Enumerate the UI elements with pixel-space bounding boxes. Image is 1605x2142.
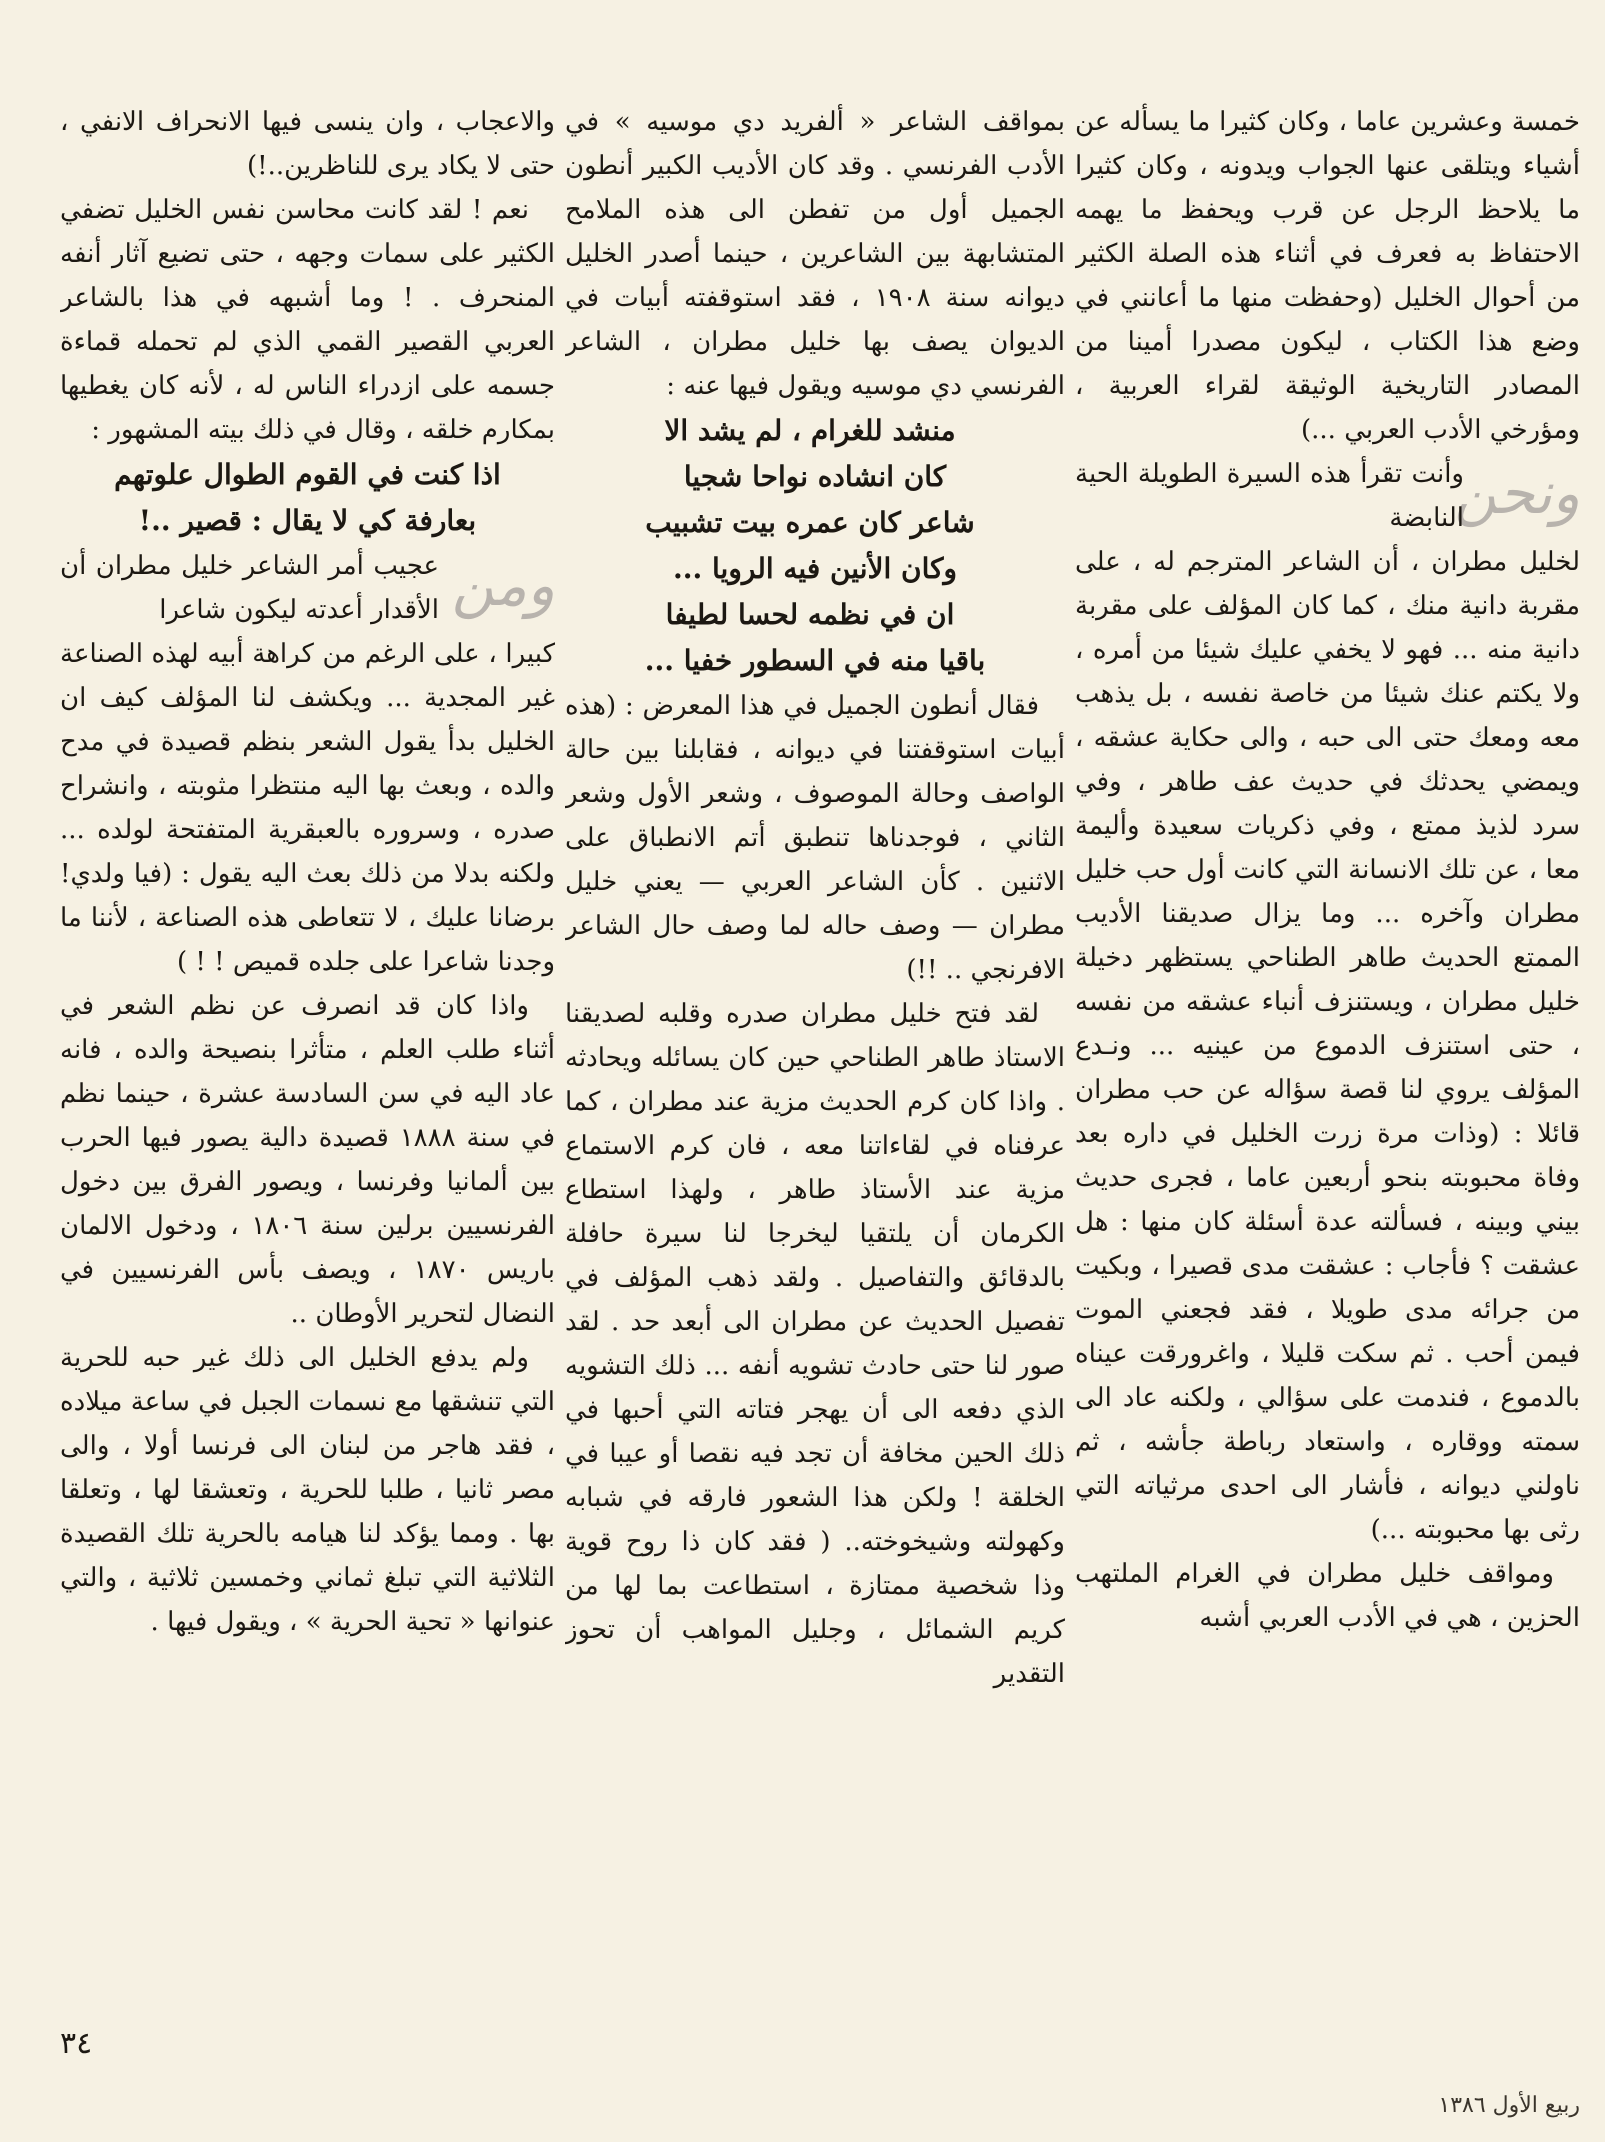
poem-verse: وكان الأنين فيه الرويا ...	[673, 552, 957, 585]
paragraph: نعم ! لقد كانت محاسن نفس الخليل تضفي الكثير على سمات وجهه ، حتى تضيع آثار أنفه المنحرف . ! وما أشبهه في هذا بالشاعر العربي القصير القمي الذي لم تحمله قماءة جسمه على ازدراء الناس له ، لأنه كان يغطيها بمكارم خلقه ، وقال في ذلك بيته المشهور :	[60, 195, 555, 445]
poem-verse: شاعر كان عمره بيت تشبيب	[645, 506, 975, 539]
paragraph-opening: عجيب أمر الشاعر خليل مطران أن الأقدار أعدته ليكون شاعرا	[60, 551, 439, 625]
poem-verse: باقيا منه في السطور خفيا ...	[644, 644, 986, 677]
poem-verse: اذا كنت في القوم الطوال علوتهم	[114, 458, 501, 491]
paragraph: واذا كان قد انصرف عن نظم الشعر في أثناء طلب العلم ، متأثرا بنصيحة والده ، فانه عاد اليه في سن السادسة عشرة ، حينما نظم في سنة ١٨٨٨ قصيدة دالية يصور فيها الحرب بين ألمانيا وفرنسا ، ويصور الفرق بين دخول الفرنسيين برلين سنة ١٨٠٦ ، ودخول الالمان باريس ١٨٧٠ ، ويصف بأس الفرنسيين في النضال لتحرير الأوطان ..	[60, 991, 555, 1329]
section-opening	[60, 544, 555, 632]
poem	[60, 452, 555, 544]
paragraph: ومواقف خليل مطران في الغرام الملتهب الحزين ، هي في الأدب العربي أشبه	[1075, 1559, 1580, 1633]
paragraph: لخليل مطران ، أن الشاعر المترجم له ، على مقربة دانية منك ، كما كان المؤلف على مقربة دانية منه ... فهو لا يخفي عليك شيئا من أمره ، ولا يكتم عنك شيئا من خاصة نفسه ، بل يذهب معه ومعك حتى الى حبه ، والى حكاية عشقه ، ويمضي يحدثك في حديث عف طاهر ، وفي سرد لذيذ ممتع ، وفي ذكريات سعيدة وأليمة معا ، عن تلك الانسانة التي كانت أول حب خليل مطران وآخره ... وما يزال صديقنا الأديب الممتع الحديث طاهر الطناحي يستظهر دخيلة خليل مطران ، ويستنزف أنباء عشقه من نفسه ، حتى استنزف الدموع من عينيه ... ونـدع المؤلف يروي لنا قصة سؤاله عن حب مطران قائلا : (وذات مرة زرت الخليل في داره بعد وفاة محبوبته بنحو أربعين عاما ، فجرى حديث بيني وبينه ، فسألته عدة أسئلة كان منها : هل عشقت ؟ فأجاب : عشقت مدى قصيرا ، وبكيت من جرائه مدى طويلا ، فقد فجعني الموت فيمن أحب . ثم سكت قليلا ، واغرورقت عيناه بالدموع ، فندمت على سؤالي ، ولكنه عاد الى سمته ووقاره ، واستعاد رباطة جأشه ، ثم ناولني ديوانه ، فأشار الى احدى مرثياته التي رثى بها محبوبته ...)	[1075, 547, 1580, 1545]
decorative-initial-word: ومن	[451, 551, 555, 619]
paragraph: لقد فتح خليل مطران صدره وقلبه لصديقنا الاستاذ طاهر الطناحي حين كان يسائله ويحادثه . واذا كان كرم الحديث مزية عند مطران ، كما عرفناه في لقاءاتنا معه ، فان كرم الاستماع مزية عند الأستاذ طاهر ، ولهذا استطاع الكرمان أن يلتقيا ليخرجا لنا سيرة حافلة بالدقائق والتفاصيل . ولقد ذهب المؤلف في تفصيل الحديث عن مطران الى أبعد حد . لقد صور لنا حتى حادث تشويه أنفه ... ذلك التشويه الذي دفعه الى أن يهجر فتاته التي أحبها في ذلك الحين مخافة أن تجد فيه نقصا أو عيبا في الخلقة ! ولكن هذا الشعور فارقه في شبابه وكهولته وشيخوخته.. ( فقد كان ذا روح قوية وذا شخصية ممتازة ، استطاعت بما لها من كريم الشمائل ، وجليل المواهب أن تحوز التقدير	[565, 999, 1065, 1689]
paragraph: بمواقف الشاعر « ألفريد دي موسيه » في الأدب الفرنسي . وقد كان الأديب الكبير أنطون الجميل أول من تفطن الى هذه الملامح المتشابهة بين الشاعرين ، حينما أصدر الخليل ديوانه سنة ١٩٠٨ ، فقد استوقفته أبيات في الديوان يصف بها خليل مطران ، الشاعر الفرنسي دي موسيه ويقول فيها عنه :	[565, 107, 1065, 401]
paragraph: فقال أنطون الجميل في هذا المعرض : (هذه أبيات استوقفتنا في ديوانه ، فقابلنا بين حالة الواصف وحالة الموصوف ، وشعر الأول وشعر الثاني ، فوجدناها تنطبق أتم الانطباق على الاثنين . كأن الشاعر العربي — يعني خليل مطران — وصف حاله لما وصف حال الشاعر الافرنجي .. !!)	[565, 691, 1065, 985]
poem-verse: منشد للغرام ، لم يشد الا	[664, 414, 956, 447]
poem-verse: بعارفة كي لا يقال : قصير ..!	[138, 504, 477, 537]
paragraph-opening: وأنت تقرأ هذه السيرة الطويلة الحية النابضة	[1075, 459, 1464, 533]
paragraph: والاعجاب ، وان ينسى فيها الانحراف الانفي ، حتى لا يكاد يرى للناظرين..!)	[60, 107, 555, 181]
paragraph: خمسة وعشرين عاما ، وكان كثيرا ما يسأله عن أشياء ويتلقى عنها الجواب ويدونه ، وكان كثيرا ما يلاحظ الرجل عن قرب ويحفظ ما يهمه الاحتفاظ به فعرف في أثناء هذه الصلة الكثير من أحوال الخليل (وحفظت منها ما أعانني في وضع هذا الكتاب ، ليكون مصدرا أمينا من المصادر التاريخية الوثيقة لقراء العربية ، ومؤرخي الأدب العربي ...)	[1075, 107, 1580, 445]
paragraph: ولم يدفع الخليل الى ذلك غير حبه للحرية التي تنشقها مع نسمات الجبل في ساعة ميلاده ، فقد هاجر من لبنان الى فرنسا أولا ، والى مصر ثانيا ، طلبا للحرية ، وتعشقا لها ، وتعلقا بها . ومما يؤكد لنا هيامه بالحرية تلك القصيدة الثلاثية التي تبلغ ثماني وخمسين ثلاثية ، والتي عنوانها « تحية الحرية » ، ويقول فيها .	[60, 1343, 555, 1637]
decorative-initial-word: ونحن	[1454, 459, 1580, 527]
page-number: ٣٤	[60, 2026, 93, 2061]
issue-date: ربيع الأول ١٣٨٦	[1438, 2093, 1580, 2118]
paragraph: كبيرا ، على الرغم من كراهة أبيه لهذه الصناعة غير المجدية ... ويكشف لنا المؤلف كيف ان الخليل بدأ يقول الشعر بنظم قصيدة في مدح والده ، وبعث بها اليه منتظرا مثوبته ، وانشراح صدره ، وسروره بالعبقرية المتفتحة لولده ... ولكنه بدلا من ذلك بعث اليه يقول : (فيا ولدي! برضانا عليك ، لا تتعاطى هذه الصناعة ، لأننا ما وجدنا شاعرا على جلده قميص ! ! )	[60, 639, 555, 977]
column-middle	[565, 100, 1065, 2020]
poem-verse: كان انشاده نواحا شجيا	[683, 460, 947, 493]
poem-verse: ان في نظمه لحسا لطيفا	[665, 598, 955, 631]
column-left	[60, 100, 555, 2020]
section-opening	[1075, 452, 1580, 540]
poem	[565, 408, 1065, 684]
column-right	[1075, 100, 1580, 2020]
